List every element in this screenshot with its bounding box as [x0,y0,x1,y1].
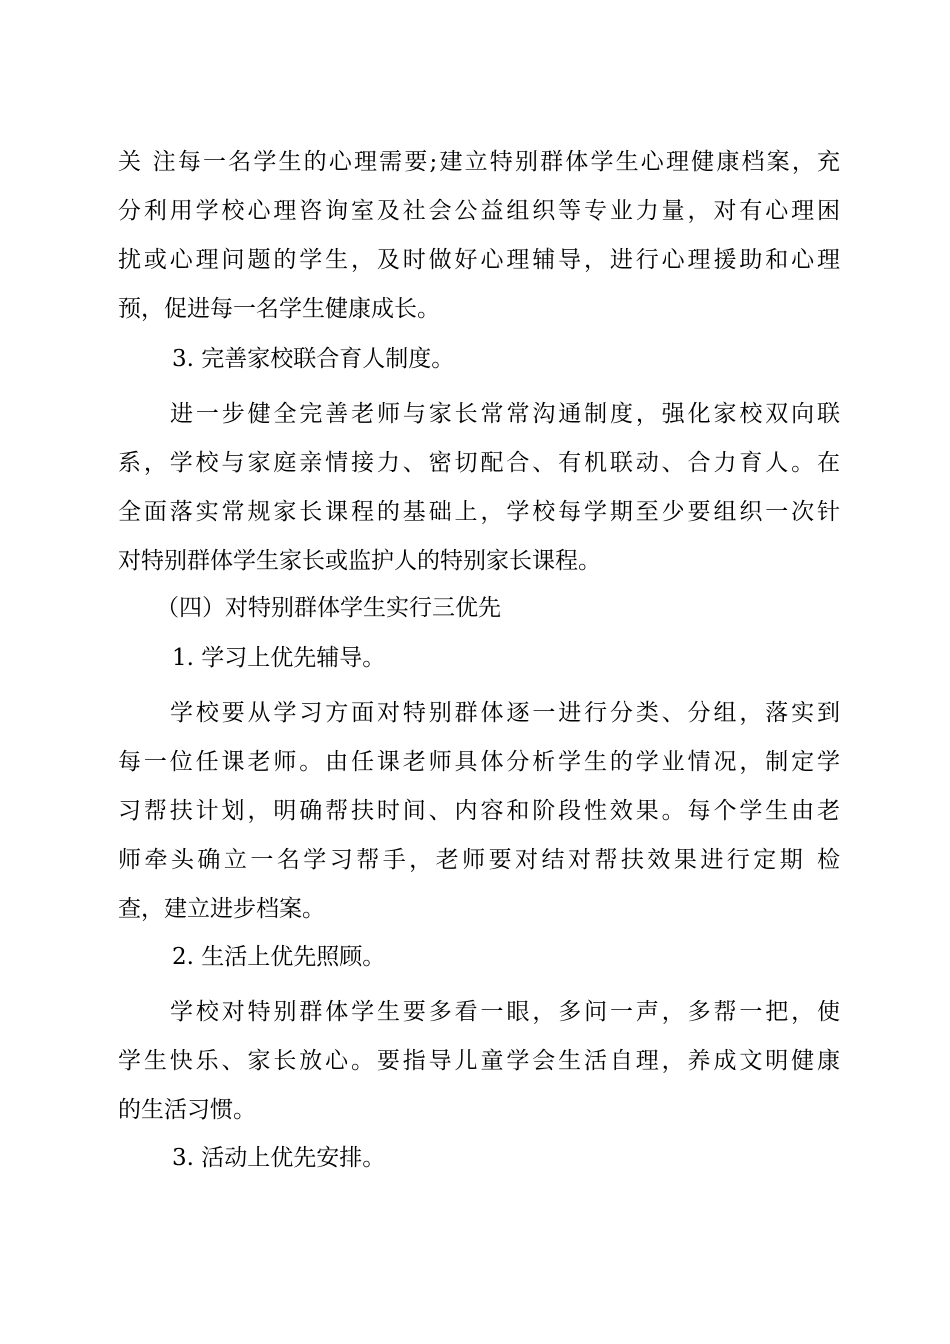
section-heading: 3. 活动上优先安排。 [172,1145,386,1171]
paragraph-line: 分利用学校心理咨询室及社会公益组织等专业力量，对有心理困 [118,198,840,224]
paragraph-line: 学校要从学习方面对特别群体逐一进行分类、分组，落实到 [170,700,840,726]
paragraph-line: 全面落实常规家长课程的基础上，学校每学期至少要组织一次针 [118,499,840,525]
section-heading: （四）对特别群体学生实行三优先 [156,595,501,621]
section-heading: 3. 完善家校联合育人制度。 [172,346,455,372]
paragraph-line: 进一步健全完善老师与家长常常沟通制度，强化家校双向联 [170,401,840,427]
paragraph-line: 对特别群体学生家长或监护人的特别家长课程。 [118,548,601,574]
paragraph-line: 查，建立进步档案。 [118,896,325,922]
paragraph-line: 预，促进每一名学生健康成长。 [118,296,440,322]
paragraph-line: 师牵头确立一名学习帮手，老师要对结对帮扶效果进行定期 检 [118,847,840,873]
paragraph-line: 关 注每一名学生的心理需要;建立特别群体学生心理健康档案，充 [118,149,840,175]
paragraph-line: 习帮扶计划，明确帮扶时间、内容和阶段性效果。每个学生由老 [118,798,840,824]
section-heading: 2. 生活上优先照顾。 [172,944,386,970]
paragraph-line: 每一位任课老师。由任课老师具体分析学生的学业情况，制定学 [118,749,840,775]
paragraph-line: 学校对特别群体学生要多看一眼，多问一声，多帮一把，使 [170,999,840,1025]
paragraph-line: 系，学校与家庭亲情接力、密切配合、有机联动、合力育人。在 [118,450,840,476]
paragraph-line: 的生活习惯。 [118,1097,256,1123]
section-heading: 1. 学习上优先辅导。 [172,645,386,671]
paragraph-line: 学生快乐、家长放心。要指导儿童学会生活自理，养成文明健康 [118,1048,840,1074]
paragraph-line: 扰或心理问题的学生，及时做好心理辅导，进行心理援助和心理 [118,247,840,273]
